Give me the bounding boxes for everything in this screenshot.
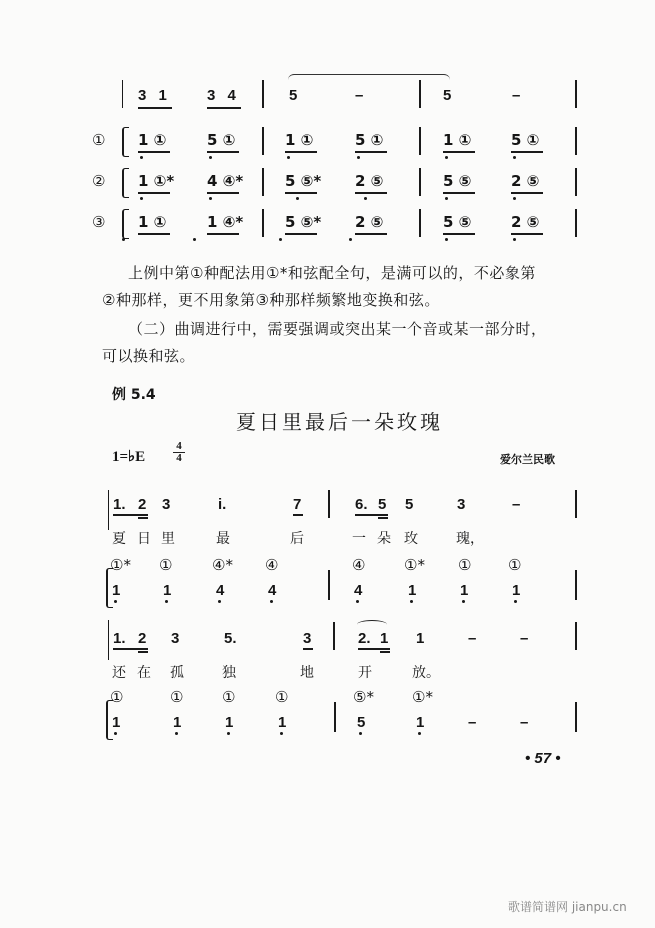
brace	[122, 127, 129, 157]
chord: ①	[275, 688, 289, 706]
bass-note: 1	[173, 714, 182, 731]
bass-note: 5	[357, 714, 366, 731]
bass-note: 1	[112, 714, 121, 731]
cell: 4 ④*	[207, 172, 244, 190]
paragraph-2-line-1: （二）曲调进行中，需要强调或突出某一个音或某一部分时，	[128, 320, 547, 338]
chord: ⑤*	[353, 688, 374, 706]
barline	[575, 80, 577, 108]
barline	[122, 80, 123, 108]
time-bottom: 4	[173, 452, 185, 464]
example-label: 例 5.4	[112, 387, 156, 403]
dash: –	[512, 496, 521, 513]
slur	[357, 620, 387, 629]
beam	[207, 107, 241, 109]
cell: 2 ⑤	[511, 213, 540, 231]
paragraph-2-line-2: 可以换和弦。	[102, 347, 196, 365]
chord: ①	[159, 556, 173, 574]
note: 2.	[358, 630, 371, 647]
note: 5	[289, 87, 298, 104]
lyric: 玫	[404, 531, 418, 547]
time-top: 4	[176, 440, 182, 452]
chord: ①*	[110, 556, 131, 574]
lyric: 日	[137, 531, 151, 547]
bass-note: 1	[408, 582, 417, 599]
cell: 1 ①	[443, 131, 472, 149]
bass-note: 4	[354, 582, 363, 599]
note: 1.	[113, 630, 126, 647]
row-label: ③	[92, 213, 106, 231]
lyric: 孤	[170, 665, 184, 681]
song-origin: 爱尔兰民歌	[500, 453, 555, 466]
cell: 5 ⑤	[443, 172, 472, 190]
note: 3	[303, 630, 312, 647]
cell: 5 ①	[207, 131, 236, 149]
chord: ④	[265, 556, 279, 574]
chord: ①	[458, 556, 472, 574]
cell: 5 ⑤*	[285, 213, 322, 231]
lyric: 开	[358, 665, 372, 681]
cell: 1 ①	[138, 213, 167, 231]
lyric: 夏	[112, 531, 126, 547]
paragraph-1-line-1: 上例中第①种配法用①*和弦配全句，是满可以的，不必象第	[128, 264, 536, 282]
lyric: 里	[161, 531, 175, 547]
note: i.	[218, 496, 227, 513]
chord: ①	[508, 556, 522, 574]
cell: 5 ⑤*	[285, 172, 322, 190]
note-group: 3 1	[138, 87, 167, 104]
bass-note: 4	[268, 582, 277, 599]
note: 1.	[113, 496, 126, 513]
dash: –	[520, 714, 529, 731]
chord: ①*	[404, 556, 425, 574]
key-signature: 1=♭E	[112, 449, 146, 465]
barline	[419, 80, 421, 108]
note: 1	[416, 630, 425, 647]
beam	[138, 107, 172, 109]
bass-note: 4	[216, 582, 225, 599]
chord: ④	[352, 556, 366, 574]
note: 5	[378, 496, 387, 513]
chord: ①*	[412, 688, 433, 706]
lyric: 后	[290, 531, 304, 547]
note-group: 3 4	[207, 87, 236, 104]
bass-note: 1	[512, 582, 521, 599]
note: 2	[138, 496, 147, 513]
row-label: ①	[92, 131, 106, 149]
barline	[262, 80, 264, 108]
cell: 2 ⑤	[355, 213, 384, 231]
chord: ①	[222, 688, 236, 706]
note: 7	[293, 496, 302, 513]
dash: –	[468, 630, 477, 647]
lyric: 朵	[377, 531, 391, 547]
note: 2	[138, 630, 147, 647]
song-title: 夏日里最后一朵玫瑰	[236, 410, 443, 434]
note: 5	[405, 496, 414, 513]
note: 3	[457, 496, 466, 513]
note: 5.	[224, 630, 237, 647]
cell: 5 ①	[355, 131, 384, 149]
note: 5	[443, 87, 452, 104]
cell: 2 ⑤	[355, 172, 384, 190]
chord: ①	[170, 688, 184, 706]
dash: –	[512, 87, 521, 104]
lyric: 瑰，	[456, 531, 484, 547]
bass-note: 1	[460, 582, 469, 599]
cell: 1 ①	[138, 131, 167, 149]
bass-note: 1	[112, 582, 121, 599]
cell: 2 ⑤	[511, 172, 540, 190]
lyric: 放。	[412, 665, 440, 681]
lyric: 独	[222, 665, 236, 681]
cell: 1 ④*	[207, 213, 244, 231]
lyric: 一	[352, 531, 366, 547]
chord: ④*	[212, 556, 233, 574]
lyric: 在	[137, 665, 151, 681]
cell: 1 ①*	[138, 172, 175, 190]
bass-note: 1	[416, 714, 425, 731]
cell: 5 ⑤	[443, 213, 472, 231]
lyric: 还	[112, 665, 126, 681]
row-label: ②	[92, 172, 106, 190]
time-signature	[173, 441, 185, 464]
dash: –	[520, 630, 529, 647]
note: 3	[162, 496, 171, 513]
note: 1	[380, 630, 389, 647]
bass-note: 1	[163, 582, 172, 599]
slur	[288, 74, 450, 85]
paragraph-1-line-2: ②种那样，更不用象第③种那样频繁地变换和弦。	[102, 291, 440, 309]
bass-note: 1	[225, 714, 234, 731]
dash: –	[355, 87, 364, 104]
page-number: • 57 •	[525, 750, 561, 767]
lyric: 地	[300, 665, 314, 681]
note: 3	[171, 630, 180, 647]
note: 6.	[355, 496, 368, 513]
cell: 5 ①	[511, 131, 540, 149]
bass-note: 1	[278, 714, 287, 731]
watermark: 歌谱简谱网 jianpu.cn	[508, 900, 627, 914]
lyric: 最	[216, 531, 230, 547]
cell: 1 ①	[285, 131, 314, 149]
chord: ①	[110, 688, 124, 706]
dash: –	[468, 714, 477, 731]
